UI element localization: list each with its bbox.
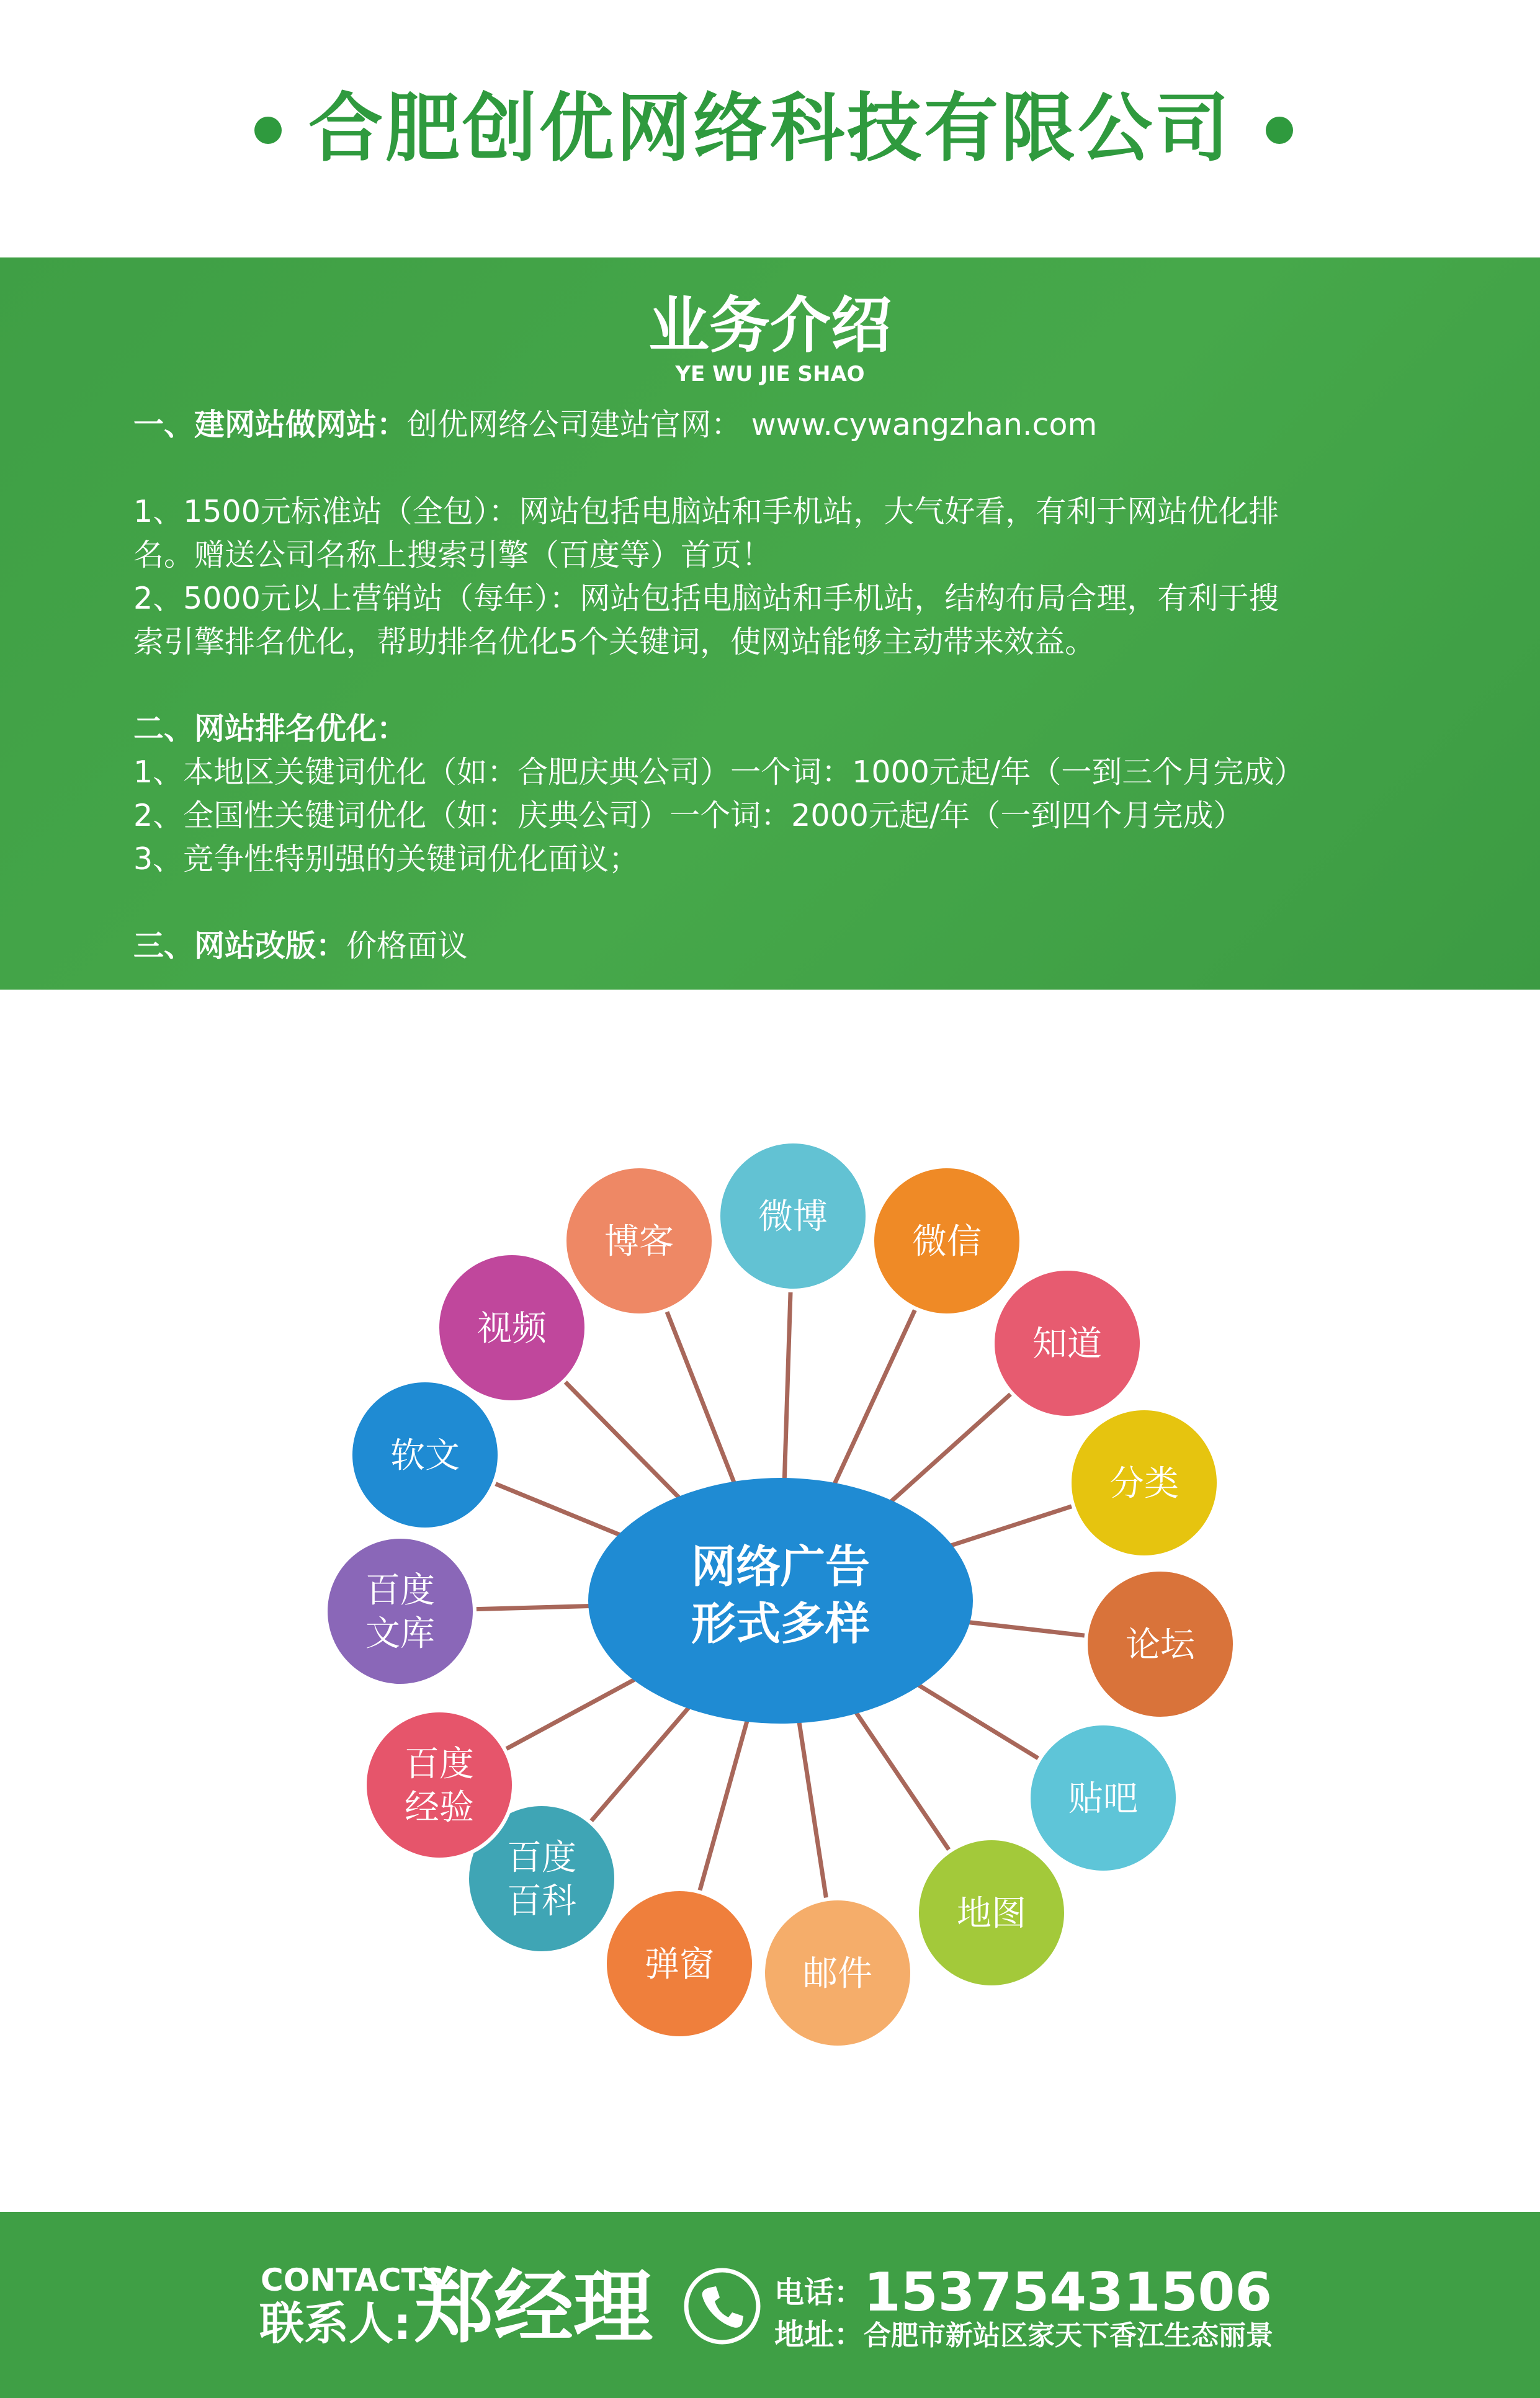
node-label: 贴吧 xyxy=(1068,1779,1138,1819)
section1-item: 1、1500元标准站（全包）：网站包括电脑站和手机站，大气好看，有利于网站优化排 xyxy=(133,494,1279,529)
node-label: 知道 xyxy=(1032,1324,1102,1364)
node-label: 分类 xyxy=(1109,1464,1179,1504)
ad-form-node xyxy=(763,1899,912,2047)
section2-heading xyxy=(133,707,1412,751)
center-label: 网络广告 xyxy=(691,1541,871,1593)
phone-icon xyxy=(683,2266,762,2346)
section1-heading: 一、建网站做网站： xyxy=(133,407,408,442)
website-url-text: 创优网络公司建站官网： www.cywangzhan.com xyxy=(407,407,1098,442)
company-title: 合肥创优网络科技有限公司 xyxy=(308,86,1232,172)
section-title: 业务介绍 xyxy=(648,290,892,361)
node-label: 邮件 xyxy=(803,1954,872,1994)
section2-item: 3、竞争性特别强的关键词优化面议； xyxy=(133,841,640,877)
node-label: 微信 xyxy=(912,1222,982,1262)
section3-line xyxy=(133,924,1412,968)
ad-form-node xyxy=(326,1537,475,1686)
node-label: 百度 xyxy=(405,1744,474,1784)
ad-form-node xyxy=(993,1269,1142,1418)
node-label: 百度 xyxy=(507,1838,576,1878)
node-label: 论坛 xyxy=(1126,1625,1195,1665)
section1-item: 索引擎排名优化，帮助排名优化5个关键词，使网站能够主动带来效益。 xyxy=(133,624,1096,660)
ad-form-node xyxy=(565,1166,714,1315)
page-header xyxy=(0,0,1540,257)
node-circle xyxy=(326,1537,475,1686)
ad-form-node xyxy=(1086,1570,1235,1719)
diagram-svg xyxy=(0,990,1540,2212)
bullet-dot-icon xyxy=(1266,117,1293,144)
section-subtitle: YE WU JIE SHAO xyxy=(675,362,865,387)
address-label: 地址： xyxy=(774,2317,864,2352)
ad-form-node xyxy=(1029,1724,1178,1872)
contact-label: 联系人: xyxy=(259,2297,411,2350)
node-circle xyxy=(365,1711,514,1859)
section3-text: 价格面议 xyxy=(346,928,468,964)
node-label: 视频 xyxy=(477,1309,547,1349)
section3-heading: 三、网站改版： xyxy=(133,928,347,964)
node-label: 软文 xyxy=(390,1436,460,1476)
section1-item: 名。赠送公司名称上搜索引擎（百度等）首页！ xyxy=(133,537,772,573)
node-label: 经验 xyxy=(405,1787,474,1828)
node-label: 地图 xyxy=(957,1894,1026,1934)
ad-form-node xyxy=(917,1838,1066,1987)
node-label: 博客 xyxy=(604,1222,674,1262)
address-text: 合肥市新站区家天下香江生态丽景 xyxy=(864,2320,1273,2351)
phone-number: 15375431506 xyxy=(864,2262,1273,2324)
ad-form-node xyxy=(872,1166,1021,1315)
phone-label: 电话： xyxy=(774,2275,864,2310)
section1-line xyxy=(133,403,1412,447)
contact-footer xyxy=(0,2212,1540,2398)
section2-item: 2、全国性关键词优化（如：庆典公司）一个词：2000元起/年（一到四个月完成） xyxy=(133,798,1244,833)
ad-form-node xyxy=(719,1142,867,1291)
node-label: 文库 xyxy=(365,1614,435,1654)
ad-forms-diagram xyxy=(0,990,1540,2212)
section2-heading-text: 二、网站排名优化： xyxy=(133,711,408,746)
node-label: 弹窗 xyxy=(645,1944,714,1985)
node-label: 百度 xyxy=(365,1570,435,1611)
contacts-en-label: CONTACTS xyxy=(261,2262,445,2298)
node-label: 微博 xyxy=(758,1197,828,1237)
ad-form-node xyxy=(437,1253,586,1402)
ad-form-node xyxy=(351,1380,499,1529)
section1-item: 2、5000元以上营销站（每年）：网站包括电脑站和手机站，结构布局合理，有利于搜 xyxy=(133,581,1279,616)
intro-content xyxy=(133,403,1412,968)
section2-item: 1、本地区关键词优化（如：合肥庆典公司）一个词：1000元起/年（一到三个月完成） xyxy=(133,754,1305,790)
center-label: 形式多样 xyxy=(691,1598,871,1650)
ad-form-node xyxy=(1070,1408,1219,1557)
business-intro-panel xyxy=(0,257,1540,990)
contact-name: 郑经理 xyxy=(414,2262,653,2354)
ad-form-node xyxy=(365,1711,514,1859)
ad-form-node xyxy=(605,1889,754,2038)
node-label: 百科 xyxy=(507,1881,576,1922)
